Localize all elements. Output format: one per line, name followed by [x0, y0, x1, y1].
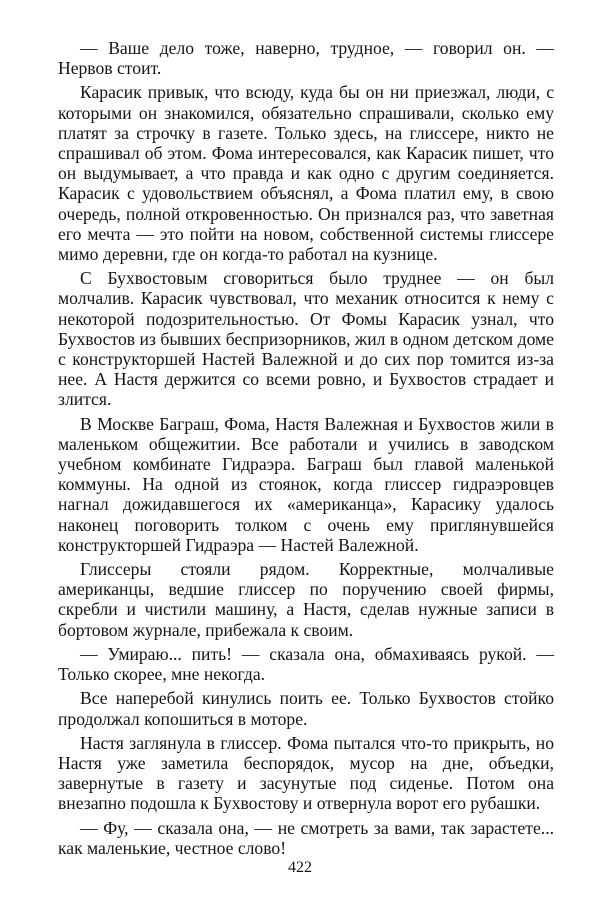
- page-text: [58, 38, 554, 862]
- paragraph-8: Настя заглянула в глиссер. Фома пытался что-то прикрыть, но Настя уже заметила беспорядок, мусор на дне, объедки, завернутые в газету и засунутые под сиденье. Потом она внезапно подошла к Бухвостову и отвернула ворот его рубашки.: [58, 732, 554, 814]
- page-number: 422: [288, 859, 312, 876]
- paragraph-9: — Фу, — сказала она, — не смотреть за вами, так зарастете... как маленькие, честное слово!: [58, 817, 554, 858]
- paragraph-1: — Ваше дело тоже, наверно, трудное, — говорил он. — Нервов стоит.: [58, 38, 554, 79]
- paragraph-5: Глиссеры стояли рядом. Корректные, молчаливые американцы, ведшие глиссер по поручению своей фирмы, скребли и чистили машину, а Настя, сделав нужные записи в бортовом журнале, прибежала к своим.: [58, 559, 554, 640]
- paragraph-2: Карасик привык, что всюду, куда бы он ни приезжал, люди, с которыми он знакомился, обязательно спрашивали, сколько ему платят за строчку в газете. Только здесь, на глиссере, никто не спрашивал об этом. Фома интересовался, как Карасик пишет, что он выдумывает, а что правда и как одно с другим соединяется. Карасик с удовольствием объяснял, а Фома платил ему, в свою очередь, полной откровенностью. Он признался раз, что заветная его мечта — это пойти на новом, собственной системы глиссере мимо деревни, где он когда-то работал на кузнице.: [58, 82, 554, 265]
- paragraph-4: В Москве Баграш, Фома, Настя Валежная и Бухвостов жили в маленьком общежитии. Все работали и учились в заводском учебном комбинате Гидраэра. Баграш был главой маленькой коммуны. На одной из стоянок, когда глиссер гидраэровцев нагнал дожидавшегося их «американца», Карасику удалось наконец поговорить толком с очень ему приглянувшейся конструкторшей Гидраэра — Настей Валежной.: [58, 413, 554, 555]
- paragraph-6: — Умираю... пить! — сказала она, обмахиваясь рукой. — Только скорее, мне некогда.: [58, 643, 554, 685]
- paragraph-7: Все наперебой кинулись поить ее. Только Бухвостов стойко продолжал копошиться в моторе.: [58, 688, 554, 729]
- paragraph-3: С Бухвостовым сговориться было труднее — он был молчалив. Карасик чувствовал, что механик относится к нему с некоторой подозрительностью. От Фомы Карасик узнал, что Бухвостов из бывших беспризорников, жил в одном детском доме с конструкторшей Настей Валежной и до сих пор томится из-за нее. А Настя держится со всеми ровно, и Бухвостов страдает и злится.: [58, 268, 554, 410]
